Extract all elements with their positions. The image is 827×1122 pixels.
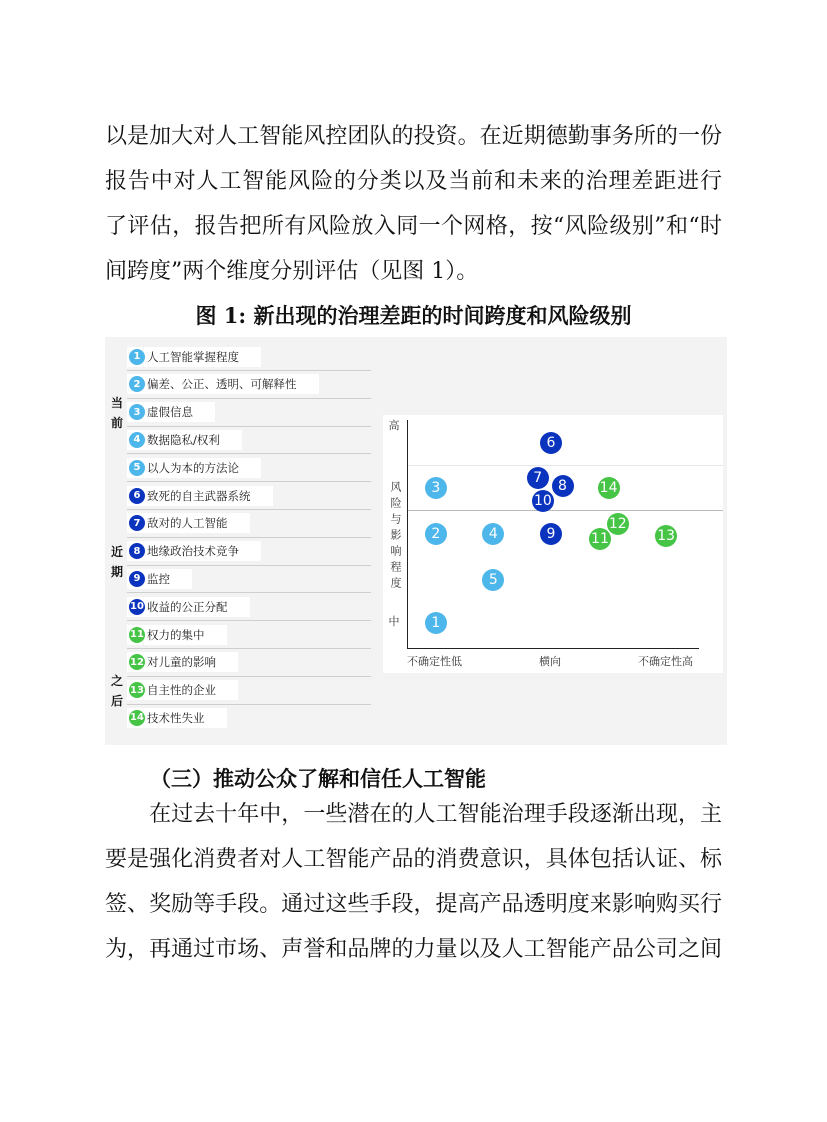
legend-item-box: [127, 597, 250, 617]
number-badge: 14: [129, 710, 145, 726]
risk-point-11: 11: [589, 528, 611, 550]
body-text-line: 签、奖励等手段。通过这些手段，提高产品透明度来影响购买行: [105, 892, 722, 917]
body-text-line: 要是强化消费者对人工智能产品的消费意识，具体包括认证、标: [105, 847, 722, 872]
legend-item: [127, 510, 371, 538]
period-label-current: 当前: [110, 396, 123, 430]
x-tick-high: 不确定性高: [638, 655, 693, 668]
number-badge: 5: [129, 460, 145, 476]
body-text-line: 以是加大对人工智能风控团队的投资。在近期德勤事务所的一份: [105, 124, 722, 149]
legend-item-label: 对儿童的影响: [147, 655, 216, 670]
legend-item: [127, 621, 371, 649]
legend-item: [127, 593, 371, 621]
period-label-near: 近期: [110, 545, 123, 579]
risk-point-8: 8: [552, 475, 574, 497]
legend-item-label: 技术性失业: [147, 710, 205, 725]
figure-1: [105, 337, 727, 745]
number-badge: 12: [129, 654, 145, 670]
risk-point-3: 3: [425, 477, 447, 499]
legend-item-label: 偏差、公正、透明、可解释性: [147, 377, 297, 392]
number-badge: 9: [129, 571, 145, 587]
risk-point-2: 2: [425, 523, 447, 545]
legend-item: [127, 482, 371, 510]
body-text-line: 了评估，报告把所有风险放入同一个网格，按“风险级别”和“时: [105, 214, 722, 239]
y-axis-label-text: 风险与影响程度: [389, 481, 402, 593]
number-badge: 2: [129, 376, 145, 392]
legend-item-box: [127, 430, 242, 450]
body-text-line: 间跨度”两个维度分别评估（见图 1）。: [105, 259, 479, 284]
body-text-line: 报告中对人工智能风险的分类以及当前和未来的治理差距进行: [105, 169, 722, 194]
legend-item-box: [127, 625, 227, 645]
period-label-later: 之后: [110, 674, 123, 708]
legend-item: [127, 704, 371, 731]
legend-item-label: 以人为本的方法论: [147, 460, 239, 475]
legend-item-box: [127, 347, 261, 367]
risk-scatter-plot: [403, 415, 723, 673]
y-tick-mid: 中: [388, 615, 400, 628]
legend-item-label: 人工智能掌握程度: [147, 349, 239, 364]
section-heading: （三）推动公众了解和信任人工智能: [150, 766, 486, 791]
legend-item: [127, 454, 371, 482]
risk-point-9: 9: [540, 523, 562, 545]
legend-item-box: [127, 374, 319, 394]
risk-point-13: 13: [655, 525, 677, 547]
legend-item-label: 地缘政治技术竞争: [147, 544, 239, 559]
legend-item-box: [127, 652, 238, 672]
legend-item-label: 数据隐私/权利: [147, 432, 220, 447]
legend-item-label: 敌对的人工智能: [147, 516, 228, 531]
legend-item-box: [127, 541, 261, 561]
legend-item: [127, 538, 371, 566]
legend-item-box: [127, 708, 227, 728]
number-badge: 8: [129, 543, 145, 559]
number-badge: 1: [129, 349, 145, 365]
number-badge: 3: [129, 404, 145, 420]
grid-line: [407, 465, 723, 466]
legend-item: [127, 399, 371, 427]
legend-item-box: [127, 486, 273, 506]
legend-item-box: [127, 402, 215, 422]
x-tick-low: 不确定性低: [407, 655, 462, 668]
legend-item-label: 致死的自主武器系统: [147, 488, 251, 503]
legend-item: [127, 426, 371, 454]
risk-point-6: 6: [540, 432, 562, 454]
x-tick-horizontal: 横向: [539, 655, 561, 668]
x-axis-line: [407, 648, 699, 649]
number-badge: 11: [129, 627, 145, 643]
legend-item: [127, 565, 371, 593]
body-text-line: 为，再通过市场、声誉和品牌的力量以及人工智能产品公司之间: [105, 937, 722, 962]
legend-item-label: 虚假信息: [147, 405, 193, 420]
legend-item-box: [127, 513, 250, 533]
risk-point-4: 4: [482, 523, 504, 545]
risk-point-5: 5: [482, 569, 504, 591]
legend-item-label: 监控: [147, 571, 170, 586]
number-badge: 13: [129, 682, 145, 698]
risk-point-12: 12: [607, 513, 629, 535]
legend-item-box: [127, 458, 261, 478]
body-text-line: 在过去十年中，一些潜在的人工智能治理手段逐渐出现，主: [105, 802, 722, 827]
risk-point-1: 1: [425, 612, 447, 634]
y-tick-high: 高: [388, 419, 400, 432]
legend-item: [127, 343, 371, 371]
legend-item: [127, 371, 371, 399]
legend-item: [127, 677, 371, 705]
legend-item-label: 收益的公正分配: [147, 599, 228, 614]
number-badge: 7: [129, 515, 145, 531]
figure-caption: 图 1: 新出现的治理差距的时间跨度和风险级别: [195, 303, 632, 328]
y-axis-line: [407, 420, 408, 648]
legend-item-box: [127, 680, 238, 700]
risk-point-7: 7: [527, 467, 549, 489]
y-axis-label: [387, 481, 401, 593]
number-badge: 10: [129, 599, 145, 615]
legend-item-label: 自主性的企业: [147, 683, 216, 698]
risk-point-10: 10: [532, 490, 554, 512]
legend-item-label: 权力的集中: [147, 627, 205, 642]
legend-item-box: [127, 569, 192, 589]
legend-item: [127, 649, 371, 677]
risk-point-14: 14: [598, 477, 620, 499]
number-badge: 6: [129, 488, 145, 504]
grid-line: [407, 510, 723, 511]
number-badge: 4: [129, 432, 145, 448]
